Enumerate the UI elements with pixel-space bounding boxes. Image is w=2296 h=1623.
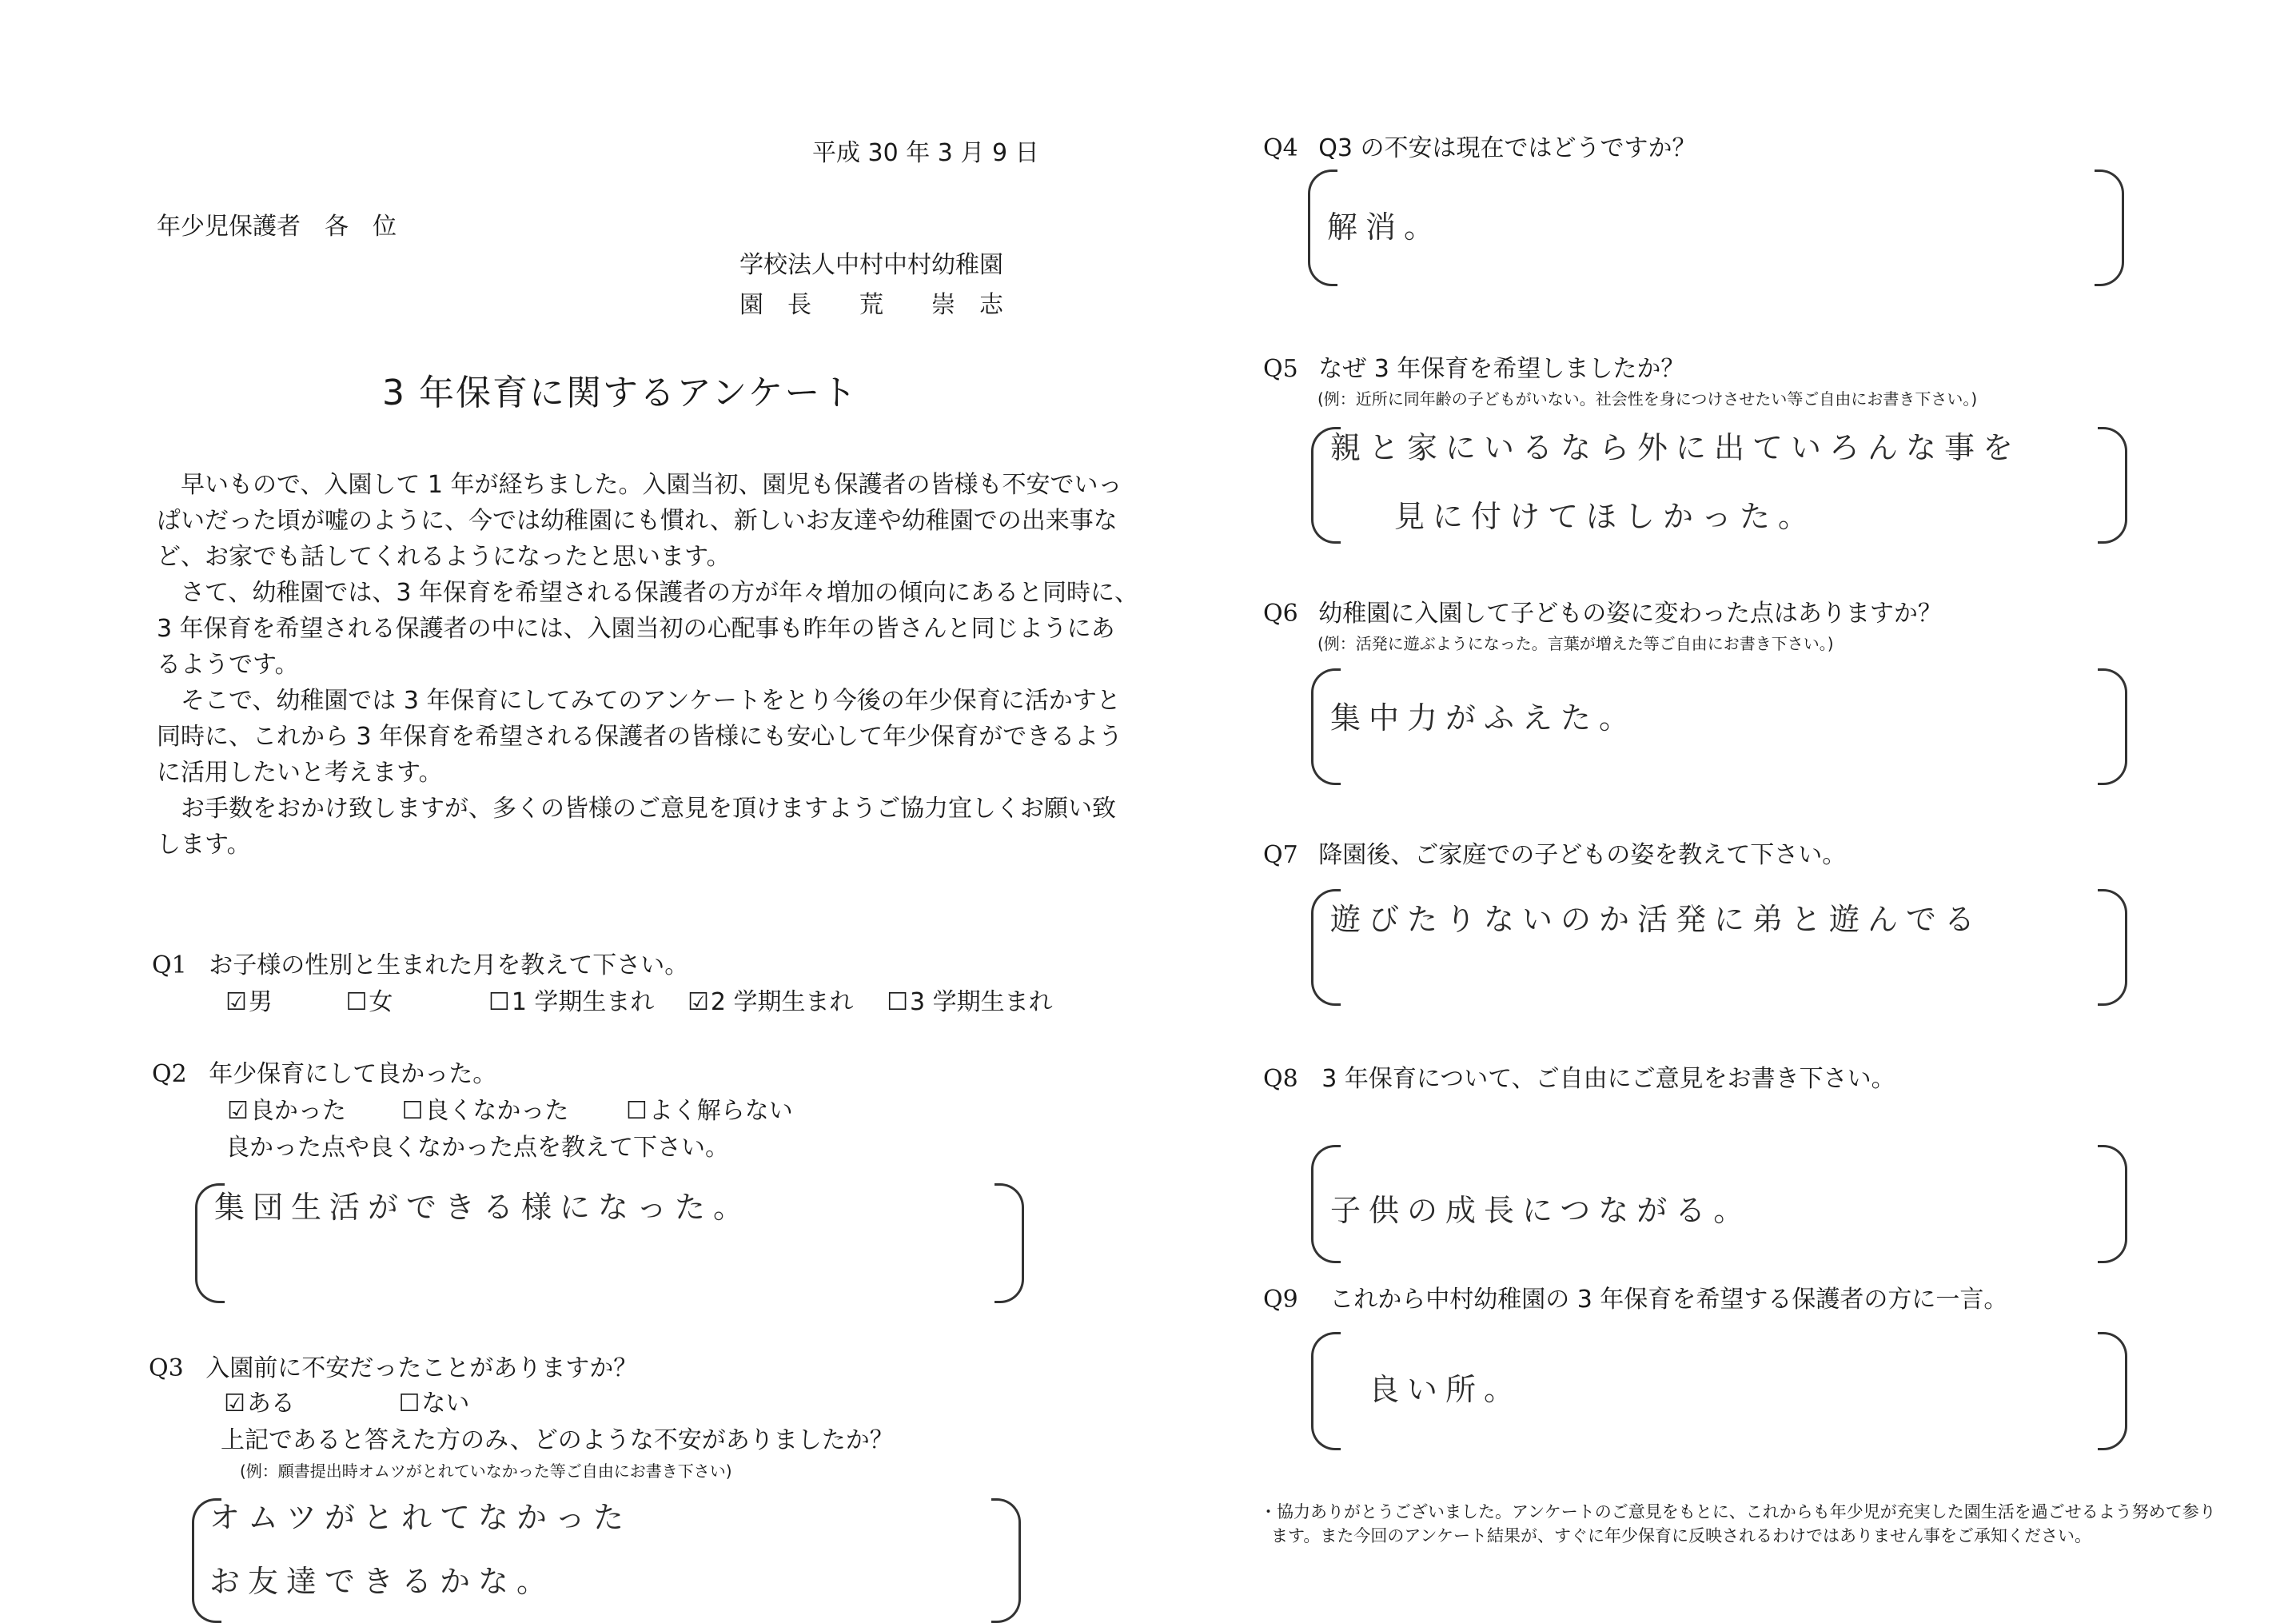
checkbox-checked-icon: ☑: [225, 988, 247, 1016]
q3-example: (例：願書提出時オムツがとれていなかった等ご自由にお書き下さい): [240, 1461, 732, 1481]
q9-question: [1263, 1284, 2007, 1316]
q2-options: [227, 1095, 793, 1127]
q6-text: 幼稚園に入園して子どもの姿に変わった点はありますか？: [1318, 600, 1942, 628]
answer-bracket-left: [1311, 1332, 1341, 1450]
intro-line: 早いもので、入園して 1 年が経ちました。入園当初、園児も保護者の皆様も不安でいっ: [157, 471, 1122, 499]
checkbox-icon: ☐: [488, 988, 510, 1016]
q4-number: Q4: [1263, 134, 1298, 162]
q1-option-term3[interactable]: ☐3 学期生まれ: [887, 988, 1053, 1016]
q6-answer[interactable]: 集中力がふえた。: [1330, 700, 1638, 736]
q1-options: [225, 987, 1053, 1019]
intro-line: お手数をおかけ致しますが、多くの皆様のご意見を頂けますようご協力宜しくお願い致: [157, 795, 1116, 823]
q2-option-bad[interactable]: ☐良くなかった: [401, 1097, 568, 1125]
q2-option-unsure[interactable]: ☐よく解らない: [626, 1097, 793, 1125]
answer-bracket-right: [991, 1498, 1021, 1623]
intro-line: 3 年保育を希望される保護者の中には、入園当初の心配事も昨年の皆さんと同じようにあ: [157, 615, 1115, 643]
q5-example: (例：近所に同年齢の子どもがいない。社会性を身につけさせたい等ご自由にお書き下さい。): [1317, 389, 1978, 409]
q1-option-male[interactable]: ☑男: [225, 988, 273, 1016]
footer-line: ます。また今回のアンケート結果が、すぐに年少保育に反映されるわけではありません事をご承知ください。: [1271, 1526, 2092, 1545]
checkbox-icon: ☐: [345, 988, 368, 1016]
answer-bracket-right: [2095, 169, 2124, 286]
answer-bracket-right: [2098, 889, 2127, 1006]
q1-option-female[interactable]: ☐女: [345, 988, 393, 1016]
checkbox-icon: ☐: [398, 1390, 421, 1418]
checkbox-checked-icon: ☑: [687, 988, 709, 1016]
intro-line: さて、幼稚園では、3 年保育を希望される保護者の方が年々増加の傾向にあると同時に、: [157, 579, 1139, 607]
checkbox-checked-icon: ☑: [224, 1390, 245, 1418]
q1-question: [152, 950, 688, 982]
q2-text: 年少保育にして良かった。: [209, 1060, 497, 1088]
q4-answer[interactable]: 解消。: [1327, 209, 1443, 245]
survey-title: 3 年保育に関するアンケート: [382, 373, 859, 413]
q9-answer[interactable]: 良い所。: [1369, 1372, 1523, 1407]
q7-number: Q7: [1263, 841, 1298, 869]
q3-answer-line-2[interactable]: お友達できるかな。: [209, 1564, 556, 1599]
q8-number: Q8: [1263, 1065, 1298, 1093]
footer-note: [1260, 1500, 2216, 1548]
q3-option-no[interactable]: ☐ない: [398, 1390, 469, 1418]
q7-text: 降園後、ご家庭での子どもの姿を教えて下さい。: [1318, 841, 1847, 869]
q2-sub-question: 良かった点や良くなかった点を教えて下さい。: [225, 1134, 729, 1162]
intro-line: ど、お家でも話してくれるようになったと思います。: [157, 543, 731, 571]
checkbox-icon: ☐: [887, 988, 908, 1016]
document-date: 平成 30 年 3 月 9 日: [812, 139, 1039, 167]
q2-question: [152, 1059, 496, 1091]
q6-number: Q6: [1263, 600, 1298, 628]
q4-text: Q3 の不安は現在ではどうですか？: [1318, 134, 1696, 162]
q2-answer[interactable]: 集団生活ができる様になった。: [214, 1190, 752, 1225]
answer-bracket-right: [2098, 668, 2127, 785]
answer-bracket-right: [2098, 1332, 2127, 1450]
intro-line: ぱいだった頃が嘘のように、今では幼稚園にも慣れ、新しいお友達や幼稚園での出来事な: [157, 507, 1118, 535]
recipient: 年少児保護者 各 位: [157, 213, 397, 241]
footer-line: ・協力ありがとうございました。アンケートのご意見をもとに、これからも年少児が充実した園生活を過ごせるよう努めて参り: [1260, 1502, 2216, 1521]
q2-option-good[interactable]: ☑良かった: [227, 1097, 346, 1125]
q7-answer[interactable]: 遊びたりないのか活発に弟と遊んでる: [1330, 902, 1983, 937]
intro-line: るようです。: [157, 651, 299, 679]
q1-option-term2[interactable]: ☑2 学期生まれ: [688, 988, 854, 1016]
q2-number: Q2: [152, 1060, 187, 1088]
checkbox-checked-icon: ☑: [227, 1097, 249, 1125]
q6-question: [1263, 598, 1942, 630]
checkbox-icon: ☐: [401, 1097, 424, 1125]
sender-org: 学校法人中村中村幼稚園: [739, 251, 1003, 279]
q3-sub-question: 上記であると答えた方のみ、どのような不安がありましたか？: [221, 1426, 894, 1454]
q5-answer-line-2[interactable]: 見に付けてほしかった。: [1394, 499, 1817, 534]
answer-bracket-right: [2098, 1145, 2127, 1263]
q9-text: これから中村幼稚園の 3 年保育を希望する保護者の方に一言。: [1329, 1286, 2008, 1314]
q3-options: [224, 1388, 469, 1420]
q1-option-term1[interactable]: ☐1 学期生まれ: [488, 988, 655, 1016]
q1-text: お子様の性別と生まれた月を教えて下さい。: [209, 951, 689, 979]
q1-number: Q1: [152, 951, 187, 979]
intro-line: 同時に、これから 3 年保育を希望される保護者の皆様にも安心して年少保育ができるよう: [157, 723, 1123, 751]
intro-line: に活用したいと考えます。: [157, 759, 443, 787]
q3-option-yes[interactable]: ☑ある: [224, 1390, 295, 1418]
answer-bracket-right: [2098, 427, 2127, 544]
intro-line: します。: [157, 831, 251, 859]
sender-name: 園 長 荒 崇 志: [739, 291, 1003, 319]
intro-paragraph: [157, 467, 1138, 863]
checkbox-icon: ☐: [625, 1097, 648, 1125]
answer-bracket-right: [995, 1183, 1024, 1303]
q8-answer[interactable]: 子供の成長につながる。: [1330, 1193, 1752, 1228]
q3-answer-line-1[interactable]: オムツがとれてなかった: [209, 1500, 632, 1535]
q5-text: なぜ 3 年保育を希望しましたか？: [1318, 355, 1685, 383]
q5-question: [1263, 353, 1684, 385]
intro-line: そこで、幼稚園では 3 年保育にしてみてのアンケートをとり今後の年少保育に活かすと: [157, 687, 1121, 715]
q3-question: [149, 1353, 637, 1385]
q6-example: (例：活発に遊ぶようになった。言葉が増えた等ご自由にお書き下さい。): [1317, 634, 1834, 653]
q5-number: Q5: [1263, 355, 1298, 383]
q3-number: Q3: [149, 1354, 184, 1382]
q4-question: [1263, 133, 1696, 165]
q3-text: 入園前に不安だったことがありますか？: [205, 1354, 638, 1382]
q7-question: [1263, 839, 1846, 871]
q9-number: Q9: [1263, 1286, 1298, 1314]
q8-question: [1263, 1063, 1895, 1095]
q8-text: 3 年保育について、ご自由にご意見をお書き下さい。: [1321, 1065, 1895, 1093]
q5-answer-line-1[interactable]: 親と家にいるなら外に出ていろんな事を: [1330, 430, 2022, 465]
